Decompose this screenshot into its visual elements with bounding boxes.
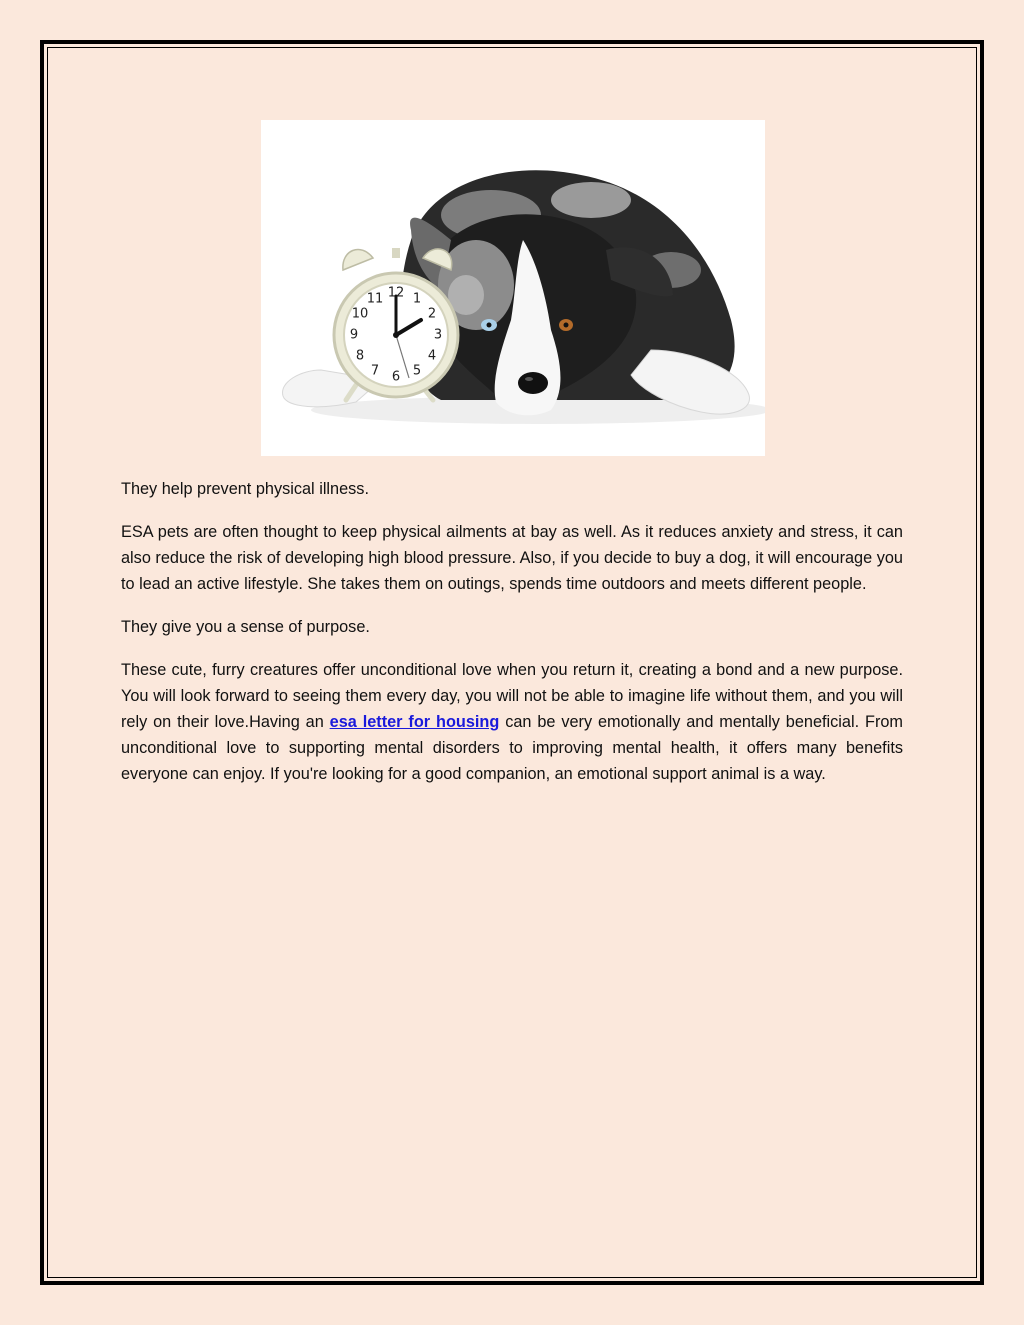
paragraph-esa-physical-ailments: ESA pets are often thought to keep physical ailments at bay as well. As it reduces anxiety and stress, it can also reduce the risk of developing high blood pressure. Also, if you decide to buy a dog, it will encourage you to lead an active lifestyle. She takes them on outings, spends time outdoors and meets different people.	[121, 523, 903, 593]
clock-numeral: 12	[387, 285, 405, 301]
clock-numeral: 10	[351, 306, 369, 322]
article-body	[121, 476, 903, 804]
clock-numeral: 8	[355, 348, 365, 364]
clock-numeral: 4	[427, 348, 437, 364]
clock-numeral: 9	[349, 327, 359, 343]
paragraph-text-before-link: These cute, furry creatures offer unconditional love when you return it, creating a bond and a new purpose. You will look forward to seeing them every day, you will not be able to imagine life without them, and you will rely on their love.Having an	[121, 661, 903, 731]
clock-numeral: 3	[433, 327, 443, 343]
clock-numeral: 6	[391, 369, 401, 385]
paragraph-heading-physical-illness: They help prevent physical illness.	[121, 480, 369, 498]
clock-numeral: 5	[412, 363, 422, 379]
dog-with-alarm-clock-photo	[261, 120, 765, 456]
clock-numeral: 11	[366, 291, 384, 307]
paragraph-unconditional-love	[121, 657, 903, 787]
esa-letter-for-housing-link[interactable]: esa letter for housing	[329, 713, 500, 731]
clock-numeral: 2	[427, 306, 437, 322]
clock-numeral: 7	[370, 363, 380, 379]
paragraph-text-after-link: can be very emotionally and mentally beneficial. From unconditional love to supporting mental disorders to improving mental health, it offers many benefits everyone can enjoy. If you're looking for a good companion, an emotional support animal is a way.	[121, 713, 903, 783]
paragraph-heading-sense-of-purpose: They give you a sense of purpose.	[121, 618, 370, 636]
clock-numeral: 1	[412, 291, 422, 307]
